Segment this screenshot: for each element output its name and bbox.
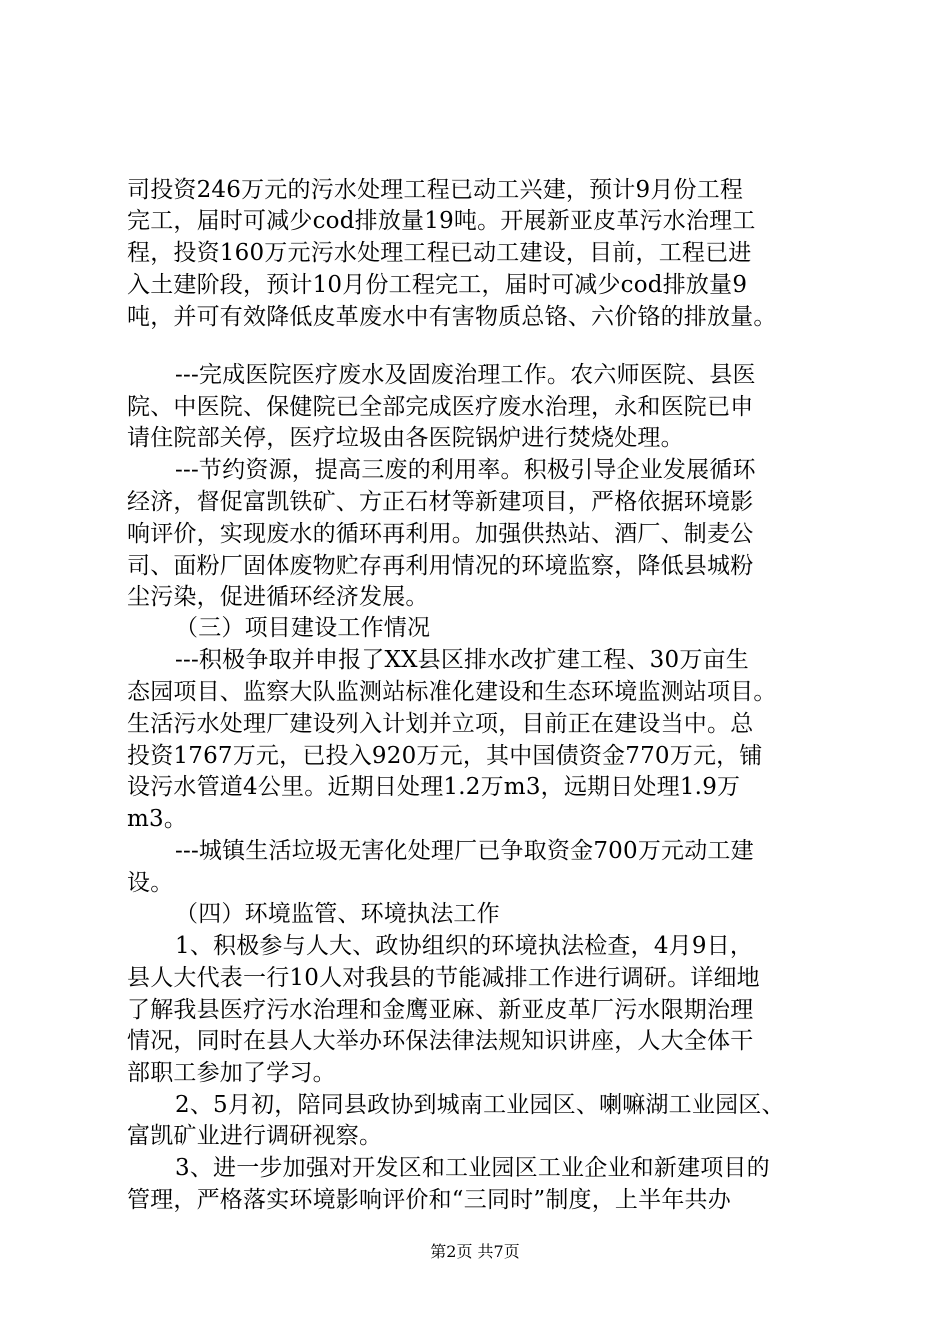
body-line: 完工，届时可减少cod排放量19吨。开展新亚皮革污水治理工 [127, 208, 756, 234]
paragraph-first-line: 3、进一步加强对开发区和工业园区工业企业和新建项目的 [175, 1155, 770, 1181]
section-heading: （三）项目建设工作情况 [175, 615, 431, 641]
body-line: 了解我县医疗污水治理和金鹰亚麻、新亚皮革厂污水限期治理 [127, 997, 754, 1023]
section-heading: （四）环境监管、环境执法工作 [175, 901, 500, 927]
body-line: 司投资246万元的污水处理工程已动工兴建，预计9月份工程 [127, 177, 744, 203]
body-line: 尘污染，促进循环经济发展。 [127, 584, 429, 610]
body-line: m3。 [127, 806, 188, 832]
body-line: 响评价，实现废水的循环再利用。加强供热站、酒厂、制麦公 [127, 521, 754, 547]
paragraph-first-line: 1、积极参与人大、政协组织的环境执法检查，4月9日， [175, 933, 754, 959]
body-line: 设污水管道4公里。近期日处理1.2万m3，远期日处理1.9万 [127, 774, 741, 800]
body-line: 县人大代表一行10人对我县的节能减排工作进行调研。详细地 [127, 965, 760, 991]
page-number-footer: 第2页 共7页 [430, 1242, 520, 1261]
body-line: 富凯矿业进行调研视察。 [127, 1123, 383, 1149]
body-line: 经济，督促富凯铁矿、方正石材等新建项目，严格依据环境影 [127, 489, 754, 515]
body-line: 程，投资160万元污水处理工程已动工建设，目前，工程已进 [127, 240, 752, 266]
body-line: 部职工参加了学习。 [127, 1060, 336, 1086]
body-line: 司、面粉厂固体废物贮存再利用情况的环境监察，降低县城粉 [127, 553, 754, 579]
body-line: 吨，并可有效降低皮革废水中有害物质总铬、六价铬的排放量。 [127, 304, 777, 330]
body-line: 管理，严格落实环境影响评价和“三同时”制度，上半年共办 [127, 1187, 731, 1213]
paragraph-first-line: ---积极争取并申报了XX县区排水改扩建工程、30万亩生 [175, 647, 749, 673]
paragraph-first-line: 2、5月初，陪同县政协到城南工业园区、喇嘛湖工业园区、 [175, 1092, 785, 1118]
body-line: 入土建阶段，预计10月份工程完工，届时可减少cod排放量9 [127, 272, 748, 298]
body-line: 设。 [127, 870, 174, 896]
body-line: 投资1767万元，已投入920万元，其中国债资金770万元，铺 [127, 743, 763, 769]
body-line: 情况，同时在县人大举办环保法律法规知识讲座，人大全体干 [127, 1028, 754, 1054]
body-line: 生活污水处理厂建设列入计划并立项，目前正在建设当中。总 [127, 711, 754, 737]
paragraph-first-line: ---城镇生活垃圾无害化处理厂已争取资金700万元动工建 [175, 838, 754, 864]
body-line: 院、中医院、保健院已全部完成医疗废水治理，永和医院已申 [127, 394, 754, 420]
body-line: 态园项目、监察大队监测站标准化建设和生态环境监测站项目。 [127, 679, 777, 705]
body-line: 请住院部关停，医疗垃圾由各医院锅炉进行焚烧处理。 [127, 425, 684, 451]
paragraph-first-line: ---完成医院医疗废水及固废治理工作。农六师医院、县医 [175, 362, 756, 388]
paragraph-first-line: ---节约资源，提高三废的利用率。积极引导企业发展循环 [175, 457, 756, 483]
